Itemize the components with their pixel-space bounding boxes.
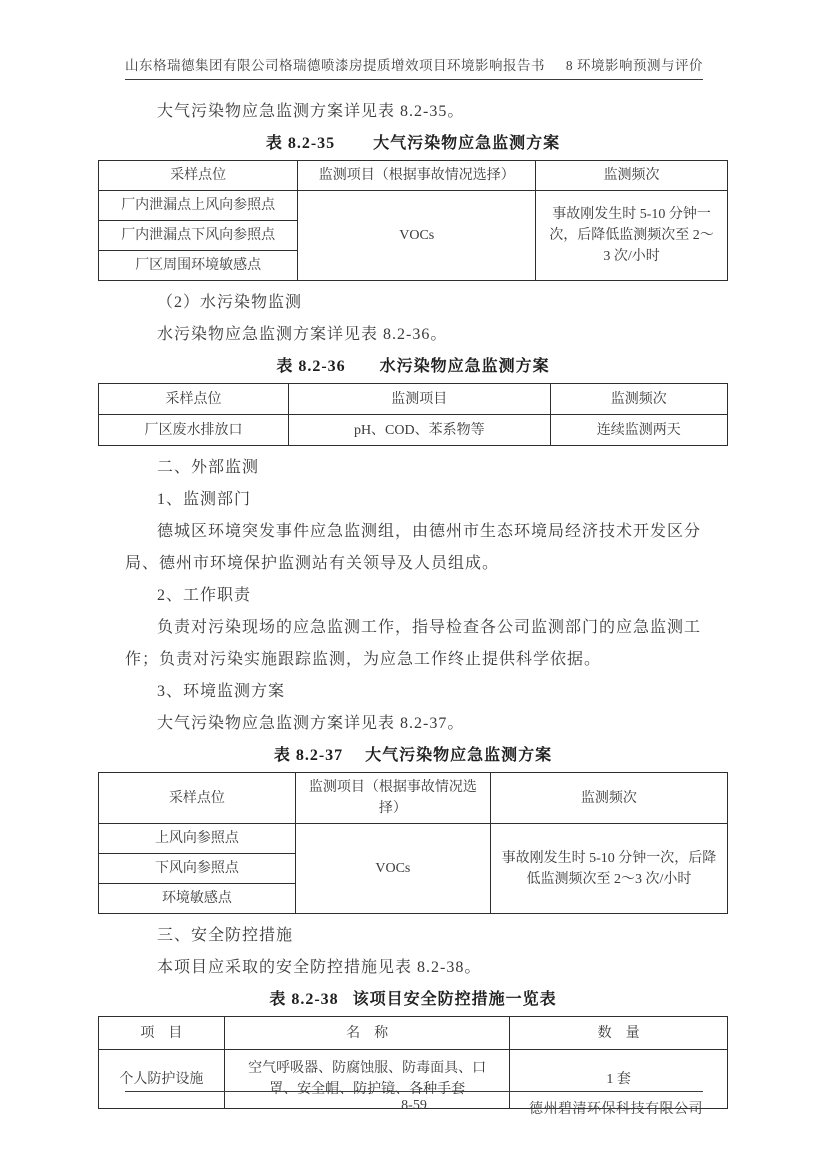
cell-sampling-point-2: 下风向参照点 [99,854,296,884]
paragraph-monitoring-department: 德城区环境突发事件应急监测组，由德州市生态环境局经济技术开发区分局、德州市环境保护监测站有关领导及人员组成。 [125,523,702,572]
table-caption-label: 表 8.2-38 [269,991,339,1008]
cell-monitoring-item: VOCs [295,824,490,914]
column-header-quantity: 数 量 [510,1017,728,1050]
section-heading-monitoring-plan: 3、环境监测方案 [157,683,286,700]
column-header-frequency: 监测频次 [490,773,727,824]
section-heading-work-duty: 2、工作职责 [157,587,252,604]
page-content [98,96,728,1115]
table-header-row [99,161,728,191]
cell-item: 个人防护设施 [99,1050,225,1109]
table-caption-title: 大气污染物应急监测方案 [373,135,561,152]
table-8-2-35 [98,160,728,281]
paragraph-work-duty: 负责对污染现场的应急监测工作，指导检查各公司监测部门的应急监测工作；负责对污染实施跟踪监测，为应急工作终止提供科学依据。 [125,619,702,668]
section-heading-water-monitoring: （2）水污染物监测 [157,294,303,311]
column-header-frequency: 监测频次 [550,384,727,415]
table-row [99,824,728,854]
table-8-2-36 [98,383,728,446]
paragraph-intro-table-37: 大气污染物应急监测方案详见表 8.2-37。 [157,715,465,732]
cell-sampling-point: 厂区废水排放口 [99,415,289,446]
section-heading-external-monitoring: 二、外部监测 [157,459,260,476]
column-header-sampling-point: 采样点位 [99,773,296,824]
table-8-2-37 [98,772,728,914]
page-number: 8-59 [401,1098,427,1113]
section-heading-monitoring-department: 1、监测部门 [157,491,252,508]
table-caption-label: 表 8.2-35 [265,135,336,152]
cell-sampling-point-3: 厂区周围环境敏感点 [99,251,298,281]
paragraph-intro-table-36: 水污染物应急监测方案详见表 8.2-36。 [157,326,448,343]
cell-quantity: 1 套 [510,1050,728,1109]
column-header-item: 项 目 [99,1017,225,1050]
column-header-sampling-point: 采样点位 [99,384,289,415]
cell-frequency: 连续监测两天 [550,415,727,446]
column-header-monitoring-item: 监测项目（根据事故情况选择） [295,773,490,824]
table-caption-title: 大气污染物应急监测方案 [365,747,553,764]
header-doc-title: 山东格瑞德集团有限公司格瑞德喷漆房提质增效项目环境影响报告书 [125,58,545,73]
column-header-frequency: 监测频次 [536,161,728,191]
column-header-name: 名 称 [224,1017,510,1050]
table-caption-title: 水污染物应急监测方案 [379,358,550,375]
page-footer [125,1091,703,1122]
table-header-row [99,1017,728,1050]
paragraph-intro-table-35: 大气污染物应急监测方案详见表 8.2-35。 [157,103,465,120]
table-caption-8-2-38 [98,984,728,1016]
table-header-row [99,384,728,415]
table-caption-8-2-35 [98,128,728,160]
table-caption-title: 该项目安全防控措施一览表 [352,991,557,1008]
footer-company-name: 德州碧清环保科技有限公司 [529,1102,703,1117]
cell-sampling-point-1: 上风向参照点 [99,824,296,854]
paragraph-intro-table-38: 本项目应采取的安全防控措施见表 8.2-38。 [157,959,482,976]
cell-sampling-point-3: 环境敏感点 [99,884,296,914]
header-chapter: 8 环境影响预测与评价 [565,58,703,73]
table-caption-label: 表 8.2-36 [276,358,346,375]
page-header [125,54,703,80]
table-row [99,415,728,446]
cell-sampling-point-2: 厂内泄漏点下风向参照点 [99,221,298,251]
cell-name: 空气呼吸器、防腐蚀服、防毒面具、口罩、安全帽、防护镜、各种手套 [224,1050,510,1109]
table-caption-label: 表 8.2-37 [273,747,344,764]
table-row [99,191,728,221]
cell-sampling-point-1: 厂内泄漏点上风向参照点 [99,191,298,221]
cell-monitoring-item: VOCs [298,191,536,281]
cell-monitoring-item: pH、COD、苯系物等 [288,415,550,446]
cell-frequency: 事故刚发生时 5-10 分钟一次，后降低监测频次至 2～3 次/小时 [490,824,727,914]
section-heading-safety-measures: 三、安全防控措施 [157,927,294,944]
table-caption-8-2-37 [98,740,728,772]
column-header-monitoring-item: 监测项目 [288,384,550,415]
table-header-row [99,773,728,824]
table-caption-8-2-36 [98,351,728,383]
cell-frequency: 事故刚发生时 5-10 分钟一次，后降低监测频次至 2～3 次/小时 [536,191,728,281]
column-header-sampling-point: 采样点位 [99,161,298,191]
column-header-monitoring-item: 监测项目（根据事故情况选择） [298,161,536,191]
